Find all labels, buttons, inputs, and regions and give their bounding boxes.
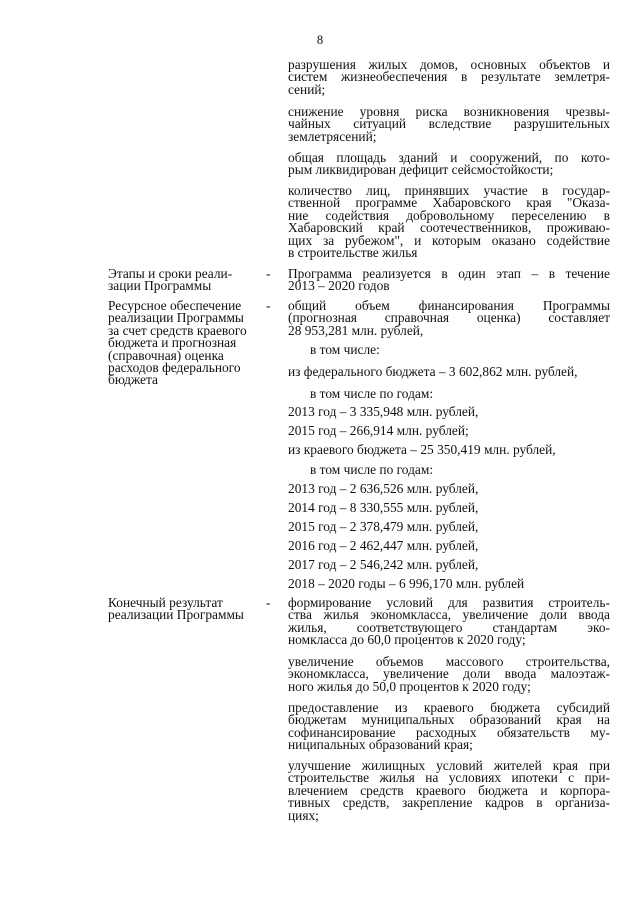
text-line: ства жилья экономкласса, увеличение доли ввода [288, 607, 610, 623]
text-line: сений; [288, 81, 326, 97]
federal-total: из федерального бюджета – 3 602,862 млн. рублей, [288, 364, 578, 379]
text-line: формирование условий для развития строитель- [288, 595, 610, 610]
including-line: в том числе: [310, 342, 380, 357]
federal-by-year-heading: в том числе по годам: [310, 386, 434, 401]
label-line: Ресурсное обеспечение [108, 298, 242, 313]
text-line: ние содействия добровольному переселению в [288, 207, 610, 223]
regional-year-item: 2013 год – 2 636,526 млн. рублей, [288, 481, 479, 496]
stages-text [288, 268, 610, 293]
result-paragraph [288, 760, 610, 822]
text-line: строительстве жилья на условиях ипотеки с при- [288, 770, 610, 786]
regional-total: из краевого бюджета – 25 350,419 млн. рублей, [288, 442, 556, 457]
text-line: влечением средств краевого бюджета и корпора- [288, 782, 610, 798]
label-line: реализации Программы [108, 607, 244, 623]
regional-year-item: 2015 год – 2 378,479 млн. рублей, [288, 519, 479, 534]
label-line: за счет средств краевого [108, 322, 247, 338]
label-line: бюджета и прогнозная [108, 335, 237, 351]
text-line: увеличение объемов массового строительства, [288, 654, 610, 669]
text-paragraph [288, 106, 610, 143]
federal-year-item: 2015 год – 266,914 млн. рублей; [288, 423, 469, 438]
text-line: улучшение жилищных условий жителей края при [288, 758, 610, 773]
text-paragraph [288, 59, 610, 96]
text-line: количество лиц, принявших участие в государ- [288, 183, 610, 198]
label-line: реализации Программы [108, 310, 244, 326]
regional-year-item: 2018 – 2020 годы – 6 996,170 млн. рублей [288, 576, 525, 591]
text-line: в строительстве жилья [288, 245, 418, 261]
federal-year-item: 2013 год – 3 335,948 млн. рублей, [288, 404, 479, 419]
label-line: расходов федерального [108, 360, 241, 376]
text-line: тивных средств, закрепление кадров в организа- [288, 795, 610, 811]
stages-label [108, 268, 260, 293]
text-line: (прогнозная справочная оценка) составляет [288, 310, 610, 326]
text-line: жилья, соответствующего стандартам эко- [288, 619, 610, 635]
text-line: циях; [288, 807, 319, 823]
text-line: 2013 – 2020 годов [288, 278, 390, 294]
text-line: общая площадь зданий и сооружений, по кото- [288, 150, 610, 165]
text-line: разрушения жилых домов, основных объектов и [288, 57, 610, 72]
text-line: щих за рубежом", и которым оказано содействие [288, 232, 610, 248]
text-line: землетрясений; [288, 128, 377, 144]
text-paragraph [288, 152, 610, 177]
resources-intro [288, 300, 610, 337]
page-number: 8 [316, 33, 324, 47]
row-dash: - [266, 266, 271, 281]
text-line: экономкласса, увеличение доли ввода малоэтаж- [288, 666, 610, 682]
text-line: общий объем финансирования Программы [288, 298, 610, 313]
text-line: рым ликвидирован дефицит сейсмостойкости; [288, 162, 554, 178]
text-line: ного жилья до 50,0 процентов к 2020 году; [288, 678, 531, 694]
text-line: ниципальных образований края; [288, 737, 473, 753]
resources-label [108, 300, 260, 387]
label-line: зации Программы [108, 278, 212, 294]
regional-year-item: 2016 год – 2 462,447 млн. рублей, [288, 538, 479, 553]
regional-year-item: 2014 год – 8 330,555 млн. рублей, [288, 500, 479, 515]
text-line: систем жизнеобеспечения в результате землетря- [288, 69, 610, 85]
text-line: 28 953,281 млн. рублей, [288, 322, 424, 338]
regional-year-item: 2017 год – 2 546,242 млн. рублей, [288, 557, 479, 572]
row-dash: - [266, 298, 271, 313]
text-line: Программа реализуется в один этап – в течение [288, 266, 610, 281]
text-line: предоставление из краевого бюджета субсидий [288, 700, 610, 715]
text-line: ственной программе Хабаровского края "Оказа- [288, 195, 610, 211]
text-line: бюджетам муниципальных образований края на [288, 712, 610, 728]
label-line: Конечный результат [108, 595, 223, 610]
text-line: Хабаровский край соотечественников, проживаю- [288, 220, 610, 236]
result-paragraph [288, 597, 610, 647]
text-line: чайных ситуаций вследствие разрушительных [288, 116, 610, 132]
result-paragraph [288, 656, 610, 693]
regional-by-year-heading: в том числе по годам: [310, 462, 434, 477]
result-paragraph [288, 702, 610, 752]
result-label [108, 597, 260, 622]
text-line: софинансирование расходных обязательств му- [288, 724, 610, 740]
text-paragraph [288, 185, 610, 259]
label-line: (справочная) оценка [108, 347, 224, 363]
label-line: Этапы и сроки реали- [108, 266, 233, 281]
text-line: снижение уровня риска возникновения чрезвы- [288, 104, 610, 119]
text-line: номкласса до 60,0 процентов к 2020 году; [288, 632, 526, 648]
row-dash: - [266, 595, 271, 610]
label-line: бюджета [108, 372, 158, 388]
